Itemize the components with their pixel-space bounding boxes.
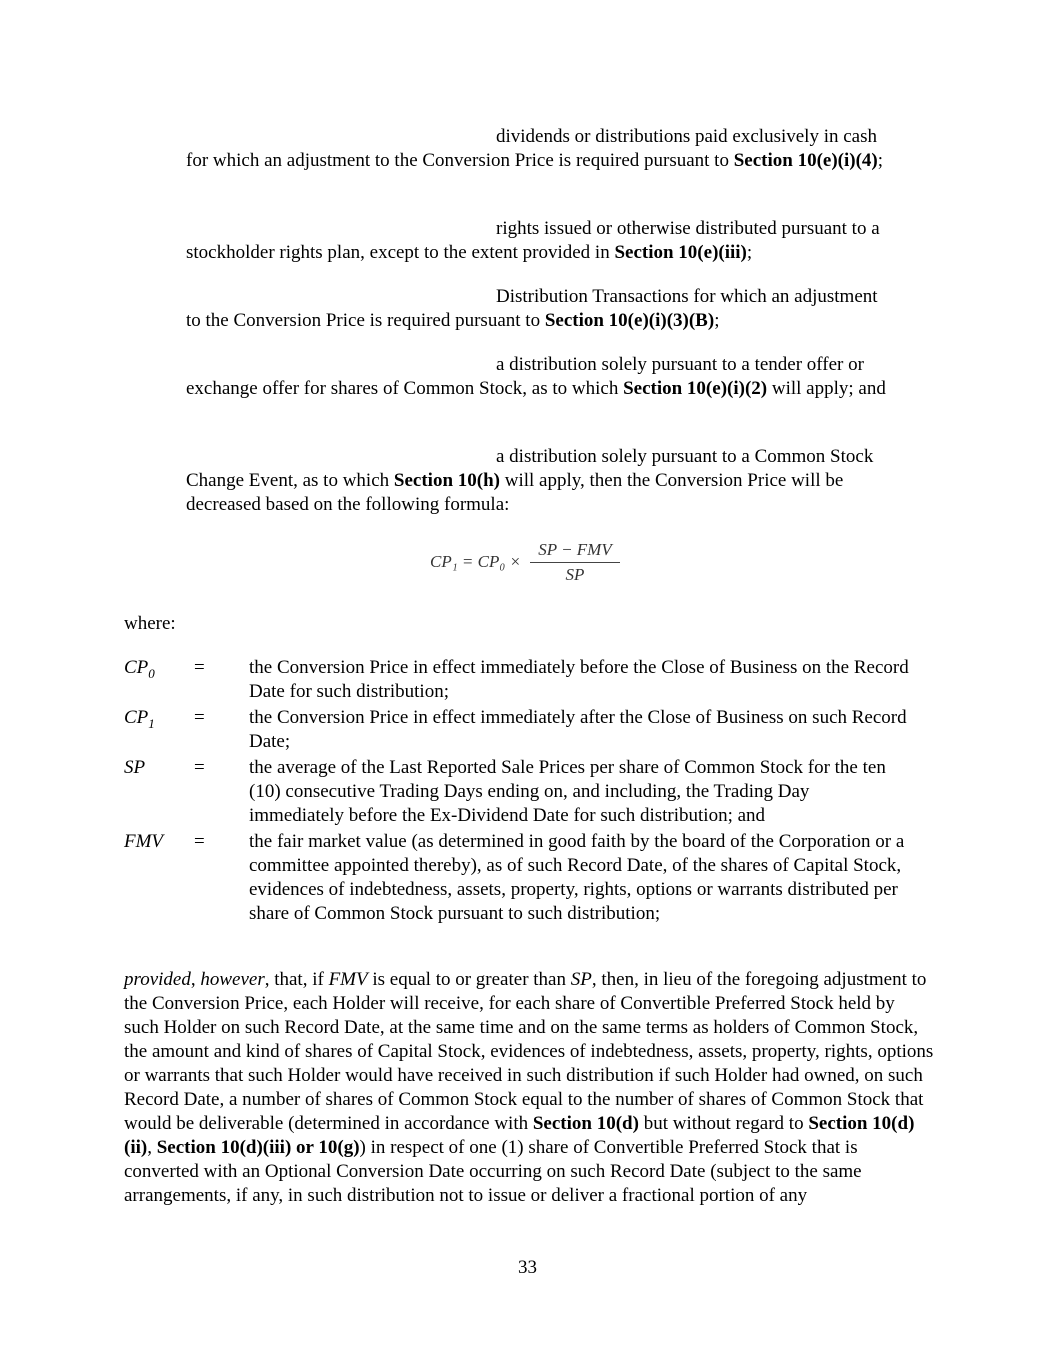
definition-row: [124, 756, 924, 828]
definition-text: the average of the Last Reported Sale Prices per share of Common Stock for the ten (10) consecutive Trading Days ending on, and including, the Trading Day immediately before the Ex-Dividend Date for such distribution; and: [249, 757, 886, 826]
section-reference: Section 10(e)(iii): [614, 242, 747, 263]
definition-term: $CP_1$: [124, 707, 155, 731]
conversion-price-formula: [430, 538, 630, 590]
equals-sign: =: [194, 657, 205, 678]
definition-text: the Conversion Price in effect immediately after the Close of Business on such Record Date;: [249, 707, 907, 752]
section-reference: Section 10(h): [393, 470, 500, 491]
formula-denominator: SP: [565, 565, 585, 584]
page-number: 33: [518, 1257, 537, 1278]
proviso-paragraph: provided, however, that, if FMV is equal to or greater than SP, then, in lieu of the foregoing adjustment to the Conversion Price, each Holder will receive, for each share of Convertible Preferred Stock held by such Holder on such Record Date, at the same time and on the same terms as holders of Common Stock, the amount and kind of shares of Capital Stock, evidences of indebtedness, assets, property, rights, options or warrants that such Holder would have received in such distribution if such Holder had owned, on such Record Date, a number of shares of Common Stock equal to the number of shares of Common Stock that would be deliverable (determined in accordance with Section 10(d) but without regard to Section 10(d)(ii), Section 10(d)(iii) or 10(g)) in respect of one (1) share of Convertible Preferred Stock that is converted with an Optional Conversion Date occurring on such Record Date (subject to the same arrangements, if any, in such distribution not to issue or deliver a fractional portion of any: [124, 969, 934, 1206]
equals-sign: =: [194, 757, 205, 778]
definition-row: [124, 830, 924, 926]
section-reference: Section 10(d): [532, 1113, 639, 1134]
definition-term: SP: [124, 757, 146, 778]
formula-lhs: CP₁ = CP₀ ×: [430, 552, 521, 571]
definition-text: the Conversion Price in effect immediately before the Close of Business on the Record Date for such distribution;: [249, 657, 909, 702]
definitions-list: [124, 656, 924, 928]
equals-sign: =: [194, 707, 205, 728]
definition-row: [124, 656, 924, 704]
definition-term: $CP_0$: [124, 657, 155, 681]
section-reference: Section 10(d)(ii): [124, 1113, 915, 1158]
section-reference: Section 10(e)(i)(3)(B): [544, 310, 715, 331]
definition-row: [124, 706, 924, 754]
formula-fraction: [530, 538, 620, 587]
list-item: rights issued or otherwise distributed pursuant to a stockholder rights plan, except to the extent provided in Section 10(e)(iii);: [186, 218, 880, 263]
list-item: dividends or distributions paid exclusively in cash for which an adjustment to the Conversion Price is required pursuant to Section 10(e)(i)(4);: [186, 126, 884, 171]
section-reference: Section 10(e)(i)(2): [623, 378, 768, 399]
list-item: Distribution Transactions for which an adjustment to the Conversion Price is required pursuant to Section 10(e)(i)(3)(B);: [186, 286, 878, 331]
formula-numerator: SP − FMV: [530, 538, 620, 563]
list-item: a distribution solely pursuant to a tender offer or exchange offer for shares of Common Stock, as to which Section 10(e)(i)(2) will apply; and: [186, 354, 886, 399]
equals-sign: =: [194, 831, 205, 852]
section-reference: Section 10(d)(iii) or 10(g): [156, 1137, 360, 1158]
list-item: a distribution solely pursuant to a Common Stock Change Event, as to which Section 10(h) will apply, then the Conversion Price will be decreased based on the following formula:: [186, 446, 874, 515]
section-reference: Section 10(e)(i)(4): [733, 150, 878, 171]
definition-text: the fair market value (as determined in good faith by the board of the Corporation or a committee appointed thereby), as of such Record Date, of the shares of Capital Stock, evidences of indebtedness, assets, property, rights, options or warrants distributed per share of Common Stock pursuant to such distribution;: [249, 831, 905, 924]
definition-term: FMV: [124, 831, 164, 852]
where-label: where:: [124, 613, 176, 634]
